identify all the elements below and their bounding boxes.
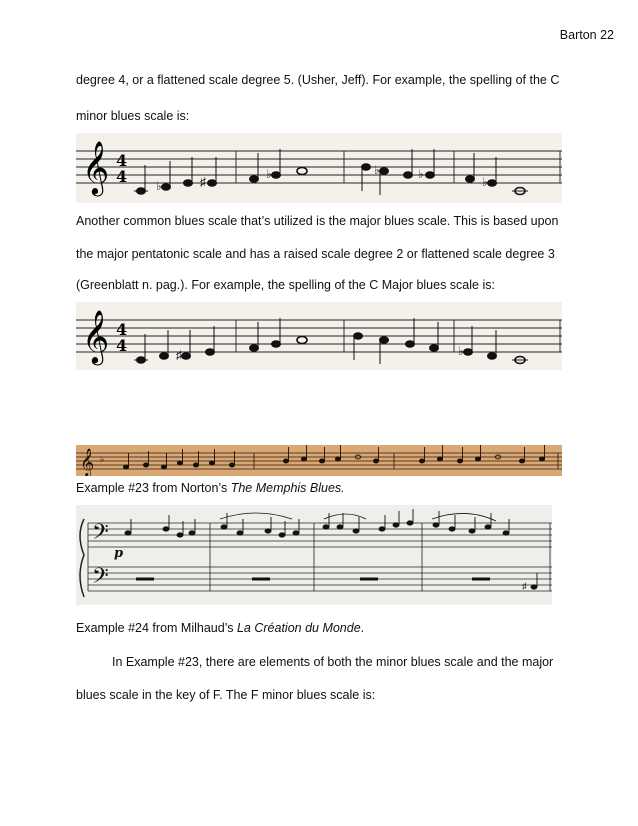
la-creation-grand-staff xyxy=(76,505,552,605)
svg-text:♭: ♭ xyxy=(458,344,464,358)
svg-text:♭: ♭ xyxy=(266,167,272,181)
paragraph-3-line-1: In Example #23, there are elements of both the minor blues scale and the major xyxy=(112,655,554,669)
paragraph-3-line-2: blues scale in the key of F. The F minor blues scale is: xyxy=(76,688,376,702)
la-creation-excerpt xyxy=(76,505,552,605)
svg-text:♭: ♭ xyxy=(418,167,424,181)
dynamic-p: p xyxy=(114,546,124,561)
paragraph-2-line-3: (Greenblatt n. pag.). For example, the spelling of the C Major blues scale is: xyxy=(76,278,495,292)
svg-text:♭: ♭ xyxy=(156,179,162,193)
c-major-blues-staff xyxy=(76,302,562,370)
svg-text:♭: ♭ xyxy=(482,175,488,189)
bass-clef-icon-lower: 𝄢 xyxy=(92,564,109,594)
bass-clef-icon: 𝄢 xyxy=(92,520,109,550)
example-23-caption-prefix: Example #23 from Norton’s xyxy=(76,481,231,495)
memphis-blues-excerpt xyxy=(76,445,562,476)
time-signature-bottom: 4 xyxy=(116,167,128,186)
example-24-caption-title: La Création du Monde xyxy=(236,621,361,635)
paragraph-1-line-2: minor blues scale is: xyxy=(76,109,190,123)
svg-text:♯: ♯ xyxy=(522,581,527,591)
example-24-caption-suffix: . xyxy=(360,621,365,635)
paragraph-2-line-2: the major pentatonic scale and has a raised scale degree 2 or flattened scale degree 3 xyxy=(76,247,555,261)
example-23-caption xyxy=(76,480,345,496)
time-signature-bottom: 4 xyxy=(116,336,128,355)
treble-clef-icon: 𝄞 xyxy=(82,140,110,194)
time-signature-top: 4 xyxy=(116,151,128,170)
example-24-caption xyxy=(76,620,364,636)
treble-clef-icon: 𝄞 xyxy=(82,309,110,363)
paragraph-1-line-1: degree 4, or a flattened scale degree 5. (Usher, Jeff). For example, the spelling of the C xyxy=(76,73,560,87)
svg-text:♯: ♯ xyxy=(200,175,206,189)
c-minor-blues-staff xyxy=(76,133,562,203)
time-signature-top: 4 xyxy=(116,320,128,339)
example-24-caption-prefix: Example #24 from Milhaud’s xyxy=(76,621,237,635)
c-minor-blues-scale-score xyxy=(76,133,562,203)
svg-text:♯: ♯ xyxy=(176,348,182,362)
svg-text:♭: ♭ xyxy=(100,454,105,464)
paragraph-2-line-1: Another common blues scale that’s utilized is the major blues scale. This is based upon xyxy=(76,214,559,228)
c-major-blues-scale-score xyxy=(76,302,562,370)
example-23-caption-title: The Memphis Blues. xyxy=(230,481,345,495)
memphis-blues-staff xyxy=(76,445,562,476)
treble-clef-icon: 𝄞 xyxy=(80,448,95,476)
svg-text:♭: ♭ xyxy=(374,163,380,177)
page-header: Barton 22 xyxy=(559,28,614,42)
c-minor-blues-notes xyxy=(134,149,528,195)
c-major-blues-notes xyxy=(134,318,528,364)
